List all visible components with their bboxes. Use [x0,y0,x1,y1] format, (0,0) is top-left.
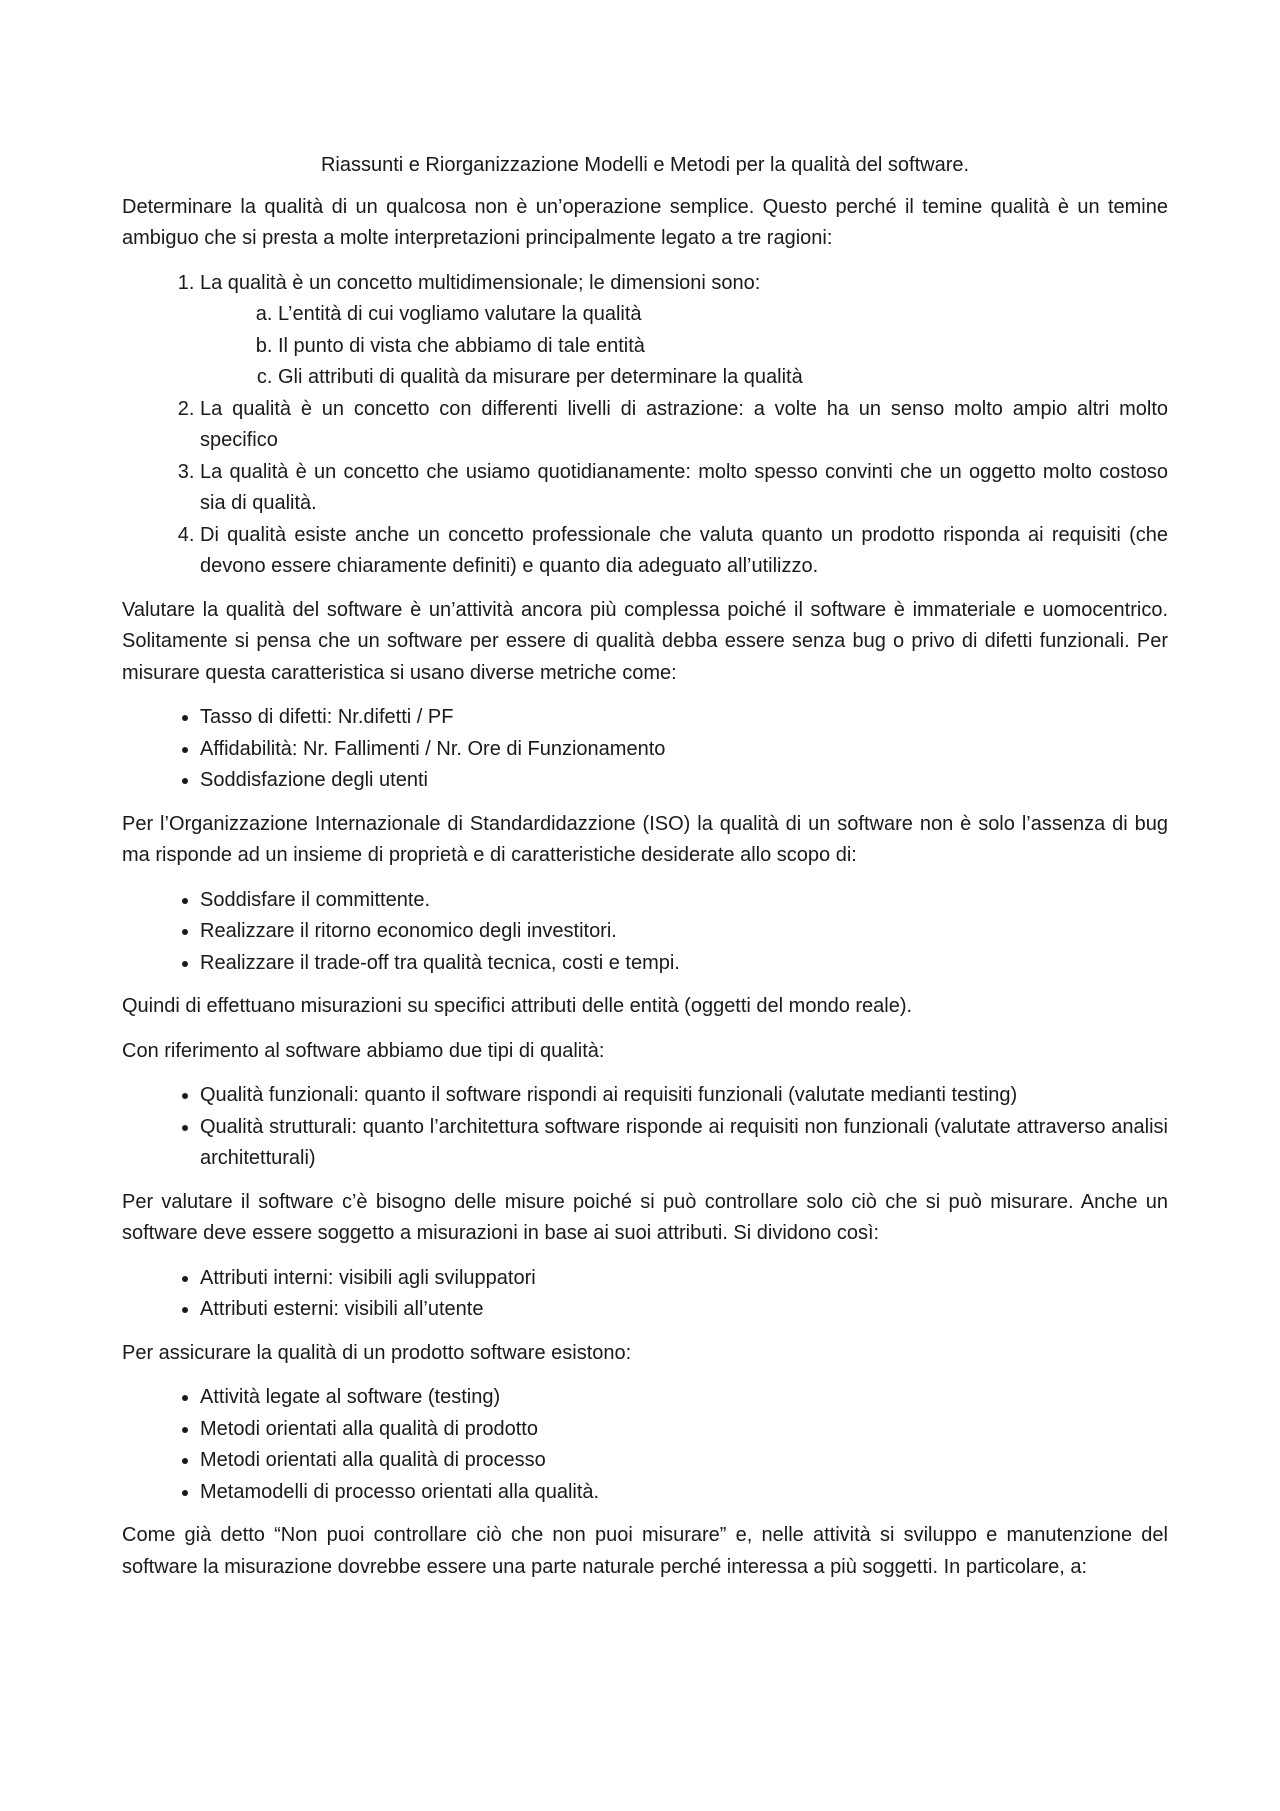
software-quality-paragraph: Valutare la qualità del software è un’attività ancora più complessa poiché il software è immateriale e uomocentrico. Solitamente si pensa che un software per essere di qualità debba essere senza bug o privo di difetti funzionali. Per misurare questa caratteristica si usano diverse metriche come: [122,598,1168,684]
list-item [200,268,1168,394]
intro-paragraph: Determinare la qualità di un qualcosa non è un’operazione semplice. Questo perché il temine qualità è un temine ambiguo che si presta a molte interpretazioni principalmente legato a tre ragioni: [122,195,1168,249]
document-title: Riassunti e Riorganizzazione Modelli e Metodi per la qualità del software. [320,154,970,176]
iso-paragraph: Per l’Organizzazione Internazionale di Standardidazzione (ISO) la qualità di un software non è solo l’assenza di bug ma risponde ad un insieme di proprietà e di caratteristiche desiderate allo scopo di: [122,812,1168,866]
attributes-list [122,1263,1168,1326]
list-item: • Metamodelli di processo orientati alla qualità. [200,1477,1168,1509]
list-item: • Realizzare il ritorno economico degli investitori. [200,916,1168,948]
dimensions-sublist [200,299,1168,394]
list-item: • Tasso di difetti: Nr.difetti / PF [200,702,1168,734]
list-item: • Soddisfazione degli utenti [200,765,1168,797]
list-item: • Attributi interni: visibili agli sviluppatori [200,1263,1168,1295]
iso-goals-list [122,885,1168,980]
metrics-list [122,702,1168,797]
measurements-paragraph: Quindi di effettuano misurazioni su specifici attributi delle entità (oggetti del mondo reale). [122,995,913,1017]
list-item: c. Gli attributi di qualità da misurare per determinare la qualità [278,362,1168,394]
list-item: b. Il punto di vista che abbiamo di tale entità [278,331,1168,363]
list-item: • Affidabilità: Nr. Fallimenti / Nr. Ore di Funzionamento [200,734,1168,766]
list-item: a. L’entità di cui vogliamo valutare la qualità [278,299,1168,331]
assurance-list [122,1382,1168,1508]
document-page [122,150,1168,1596]
list-item: • Qualità funzionali: quanto il software rispondi ai requisiti funzionali (valutate medianti testing) [200,1080,1168,1112]
reason-text: La qualità è un concetto multidimensionale; le dimensioni sono: [200,271,761,294]
list-item: • Attività legate al software (testing) [200,1382,1168,1414]
attributes-intro: Per valutare il software c’è bisogno delle misure poiché si può controllare solo ciò che si può misurare. Anche un software deve essere soggetto a misurazioni in base ai suoi attributi. Si dividono così: [122,1190,1168,1244]
quality-types-list [122,1080,1168,1175]
list-item: • Realizzare il trade-off tra qualità tecnica, costi e tempi. [200,948,1168,980]
reasons-list [122,268,1168,583]
quality-types-intro: Con riferimento al software abbiamo due tipi di qualità: [122,1039,605,1062]
assurance-intro: Per assicurare la qualità di un prodotto software esistono: [122,1341,632,1364]
list-item: • Soddisfare il committente. [200,885,1168,917]
list-item: • Metodi orientati alla qualità di prodotto [200,1414,1168,1446]
closing-paragraph: Come già detto “Non puoi controllare ciò che non puoi misurare” e, nelle attività si sviluppo e manutenzione del software la misurazione dovrebbe essere una parte naturale perché interessa a più soggetti. In particolare, a: [122,1524,1168,1578]
list-item: 4. Di qualità esiste anche un concetto professionale che valuta quanto un prodotto risponda ai requisiti (che devono essere chiaramente definiti) e quanto dia adeguato all’utilizzo. [200,520,1168,583]
list-item: 3. La qualità è un concetto che usiamo quotidianamente: molto spesso convinti che un oggetto molto costoso sia di qualità. [200,457,1168,520]
list-item: • Metodi orientati alla qualità di processo [200,1445,1168,1477]
list-item: • Attributi esterni: visibili all’utente [200,1294,1168,1326]
list-item: 2. La qualità è un concetto con differenti livelli di astrazione: a volte ha un senso molto ampio altri molto specifico [200,394,1168,457]
list-item: • Qualità strutturali: quanto l’architettura software risponde ai requisiti non funzionali (valutate attraverso analisi architetturali) [200,1112,1168,1175]
